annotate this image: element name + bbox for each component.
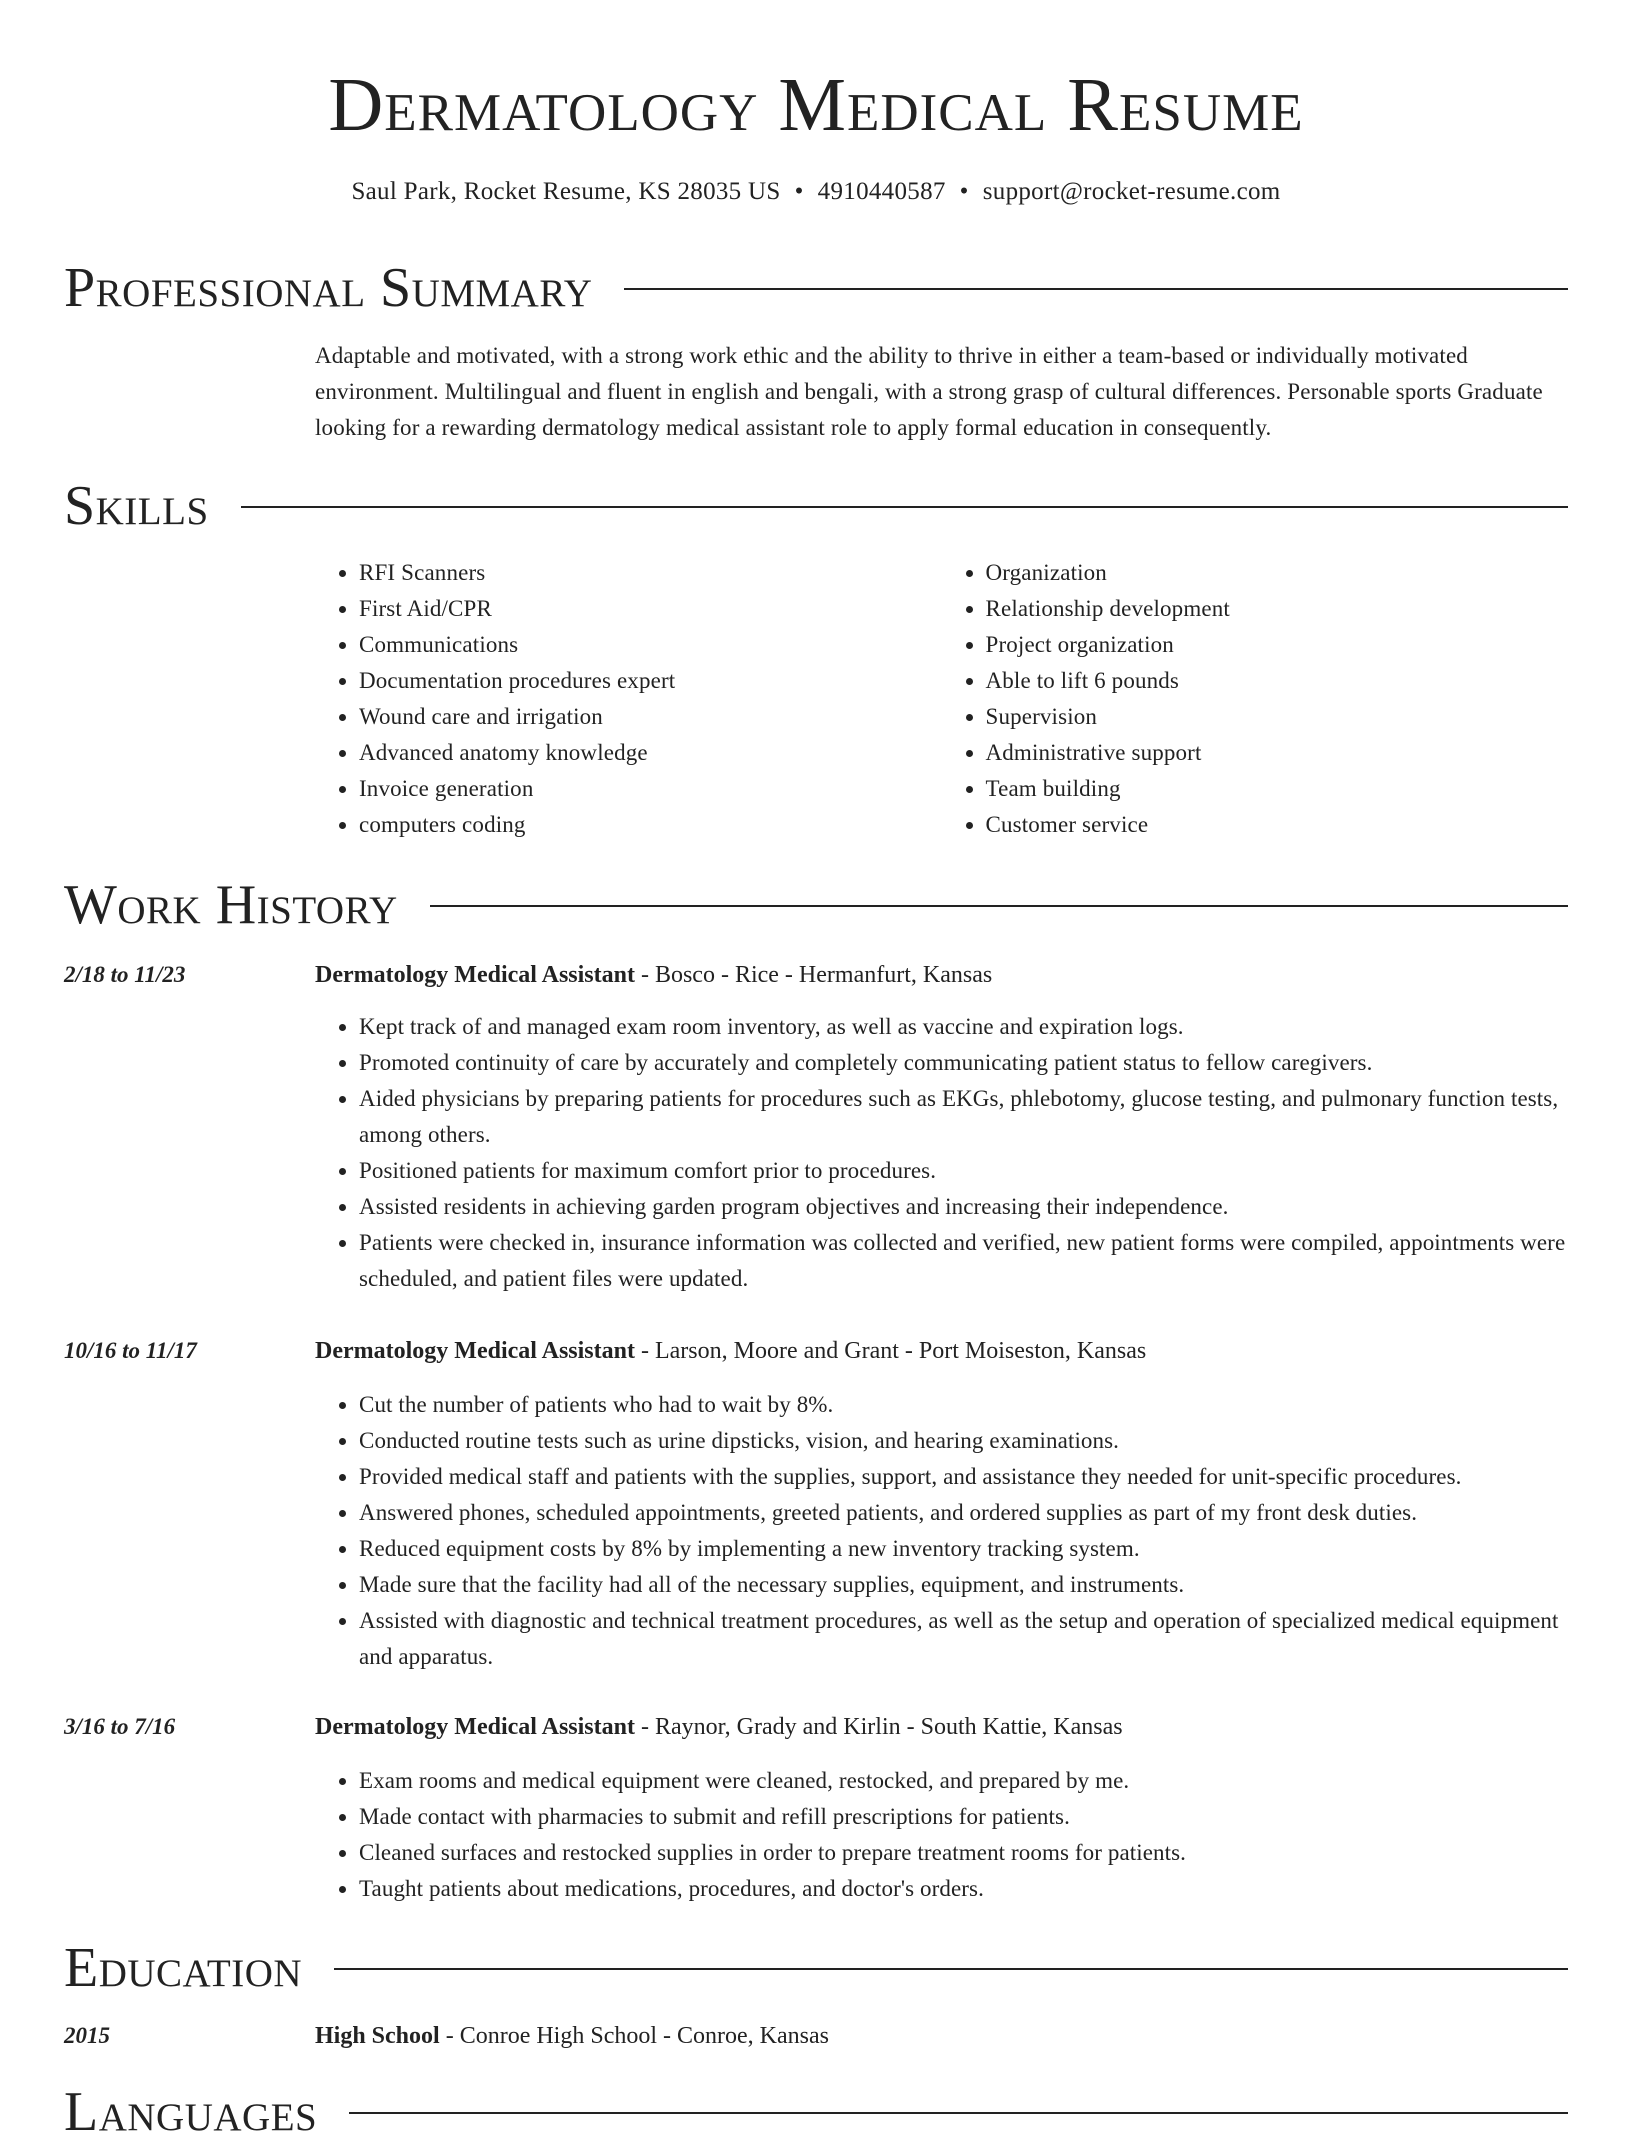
education-year: 2015 [64, 2023, 110, 2048]
job-bullet: • Assisted with diagnostic and technical treatment procedures, as well as the setup and operation of specialized medical equipment and apparatus. [359, 1603, 1568, 1675]
section-divider [334, 1968, 1568, 1970]
summary-block [315, 338, 1568, 446]
job-dates: 10/16 to 11/17 [64, 1338, 197, 1363]
job-bullets [315, 1387, 1568, 1675]
job-bullet: • Made contact with pharmacies to submit and refill prescriptions for patients. [359, 1799, 1568, 1835]
job-details: - Bosco - Rice - Hermanfurt, Kansas [634, 962, 993, 988]
section-divider [349, 2112, 1568, 2114]
job-bullet: • Reduced equipment costs by 8% by implementing a new inventory tracking system. [359, 1531, 1568, 1567]
section-header-education [64, 1936, 1568, 2000]
education-details: - Conroe High School - Conroe, Kansas [439, 2023, 829, 2049]
skill-item: • First Aid/CPR [359, 591, 942, 627]
skill-item: • Wound care and irrigation [359, 699, 942, 735]
contact-email: support@rocket-resume.com [982, 178, 1281, 205]
section-header-summary [64, 256, 1568, 320]
job-heading [315, 1709, 1568, 1745]
section-title-summary: Professional Summary [64, 257, 593, 319]
job-bullets [315, 1763, 1568, 1907]
summary-text: Adaptable and motivated, with a strong work ethic and the ability to thrive in either a team-based or individually motivated environment. Multilingual and fluent in english and bengali, with a strong grasp of cultural differences. Personable sports Graduate looking for a rewarding dermatology medical assistant role to apply formal education in consequently. [315, 343, 1543, 440]
job-details: - Larson, Moore and Grant - Port Moiseston, Kansas [634, 1338, 1147, 1364]
education-degree: High School [315, 2023, 440, 2049]
skills-columns [315, 555, 1568, 843]
education-heading [315, 2018, 1568, 2054]
job-bullet: • Patients were checked in, insurance information was collected and verified, new patient forms were compiled, appointments were scheduled, and patient files were updated. [359, 1225, 1568, 1297]
skill-item: • Organization [986, 555, 1569, 591]
skill-item: • Invoice generation [359, 771, 942, 807]
job-bullet: • Promoted continuity of care by accurately and completely communicating patient status to fellow caregivers. [359, 1045, 1568, 1081]
resume-title: Dermatology Medical Resume [328, 63, 1304, 147]
job-role: Dermatology Medical Assistant [315, 1338, 635, 1364]
job-bullet: • Cleaned surfaces and restocked supplies in order to prepare treatment rooms for patients. [359, 1835, 1568, 1871]
job-bullet: • Aided physicians by preparing patients for procedures such as EKGs, phlebotomy, glucose testing, and pulmonary function tests, among others. [359, 1081, 1568, 1153]
skill-item: • Supervision [986, 699, 1569, 735]
skills-list-left [315, 555, 942, 843]
job-bullet: • Provided medical staff and patients with the supplies, support, and assistance they needed for unit-specific procedures. [359, 1459, 1568, 1495]
job-bullet: • Kept track of and managed exam room inventory, as well as vaccine and expiration logs. [359, 1009, 1568, 1045]
section-header-languages [64, 2080, 1568, 2144]
contact-address: Saul Park, Rocket Resume, KS 28035 US [351, 178, 781, 205]
skill-item: • Team building [986, 771, 1569, 807]
section-divider [624, 288, 1568, 290]
job-bullet: • Answered phones, scheduled appointments, greeted patients, and ordered supplies as part of my front desk duties. [359, 1495, 1568, 1531]
skills-block [315, 555, 1568, 843]
job-dates: 2/18 to 11/23 [64, 962, 186, 987]
section-title-languages: Languages [64, 2081, 318, 2143]
skill-item: • Documentation procedures expert [359, 663, 942, 699]
job-bullet: • Taught patients about medications, procedures, and doctor's orders. [359, 1871, 1568, 1907]
skill-item: • RFI Scanners [359, 555, 942, 591]
job-dates: 3/16 to 7/16 [64, 1714, 176, 1739]
skill-item: • Administrative support [986, 735, 1569, 771]
job-bullet: • Positioned patients for maximum comfort prior to procedures. [359, 1153, 1568, 1189]
skill-item: • Customer service [986, 807, 1569, 843]
skill-item: • Relationship development [986, 591, 1569, 627]
job-bullet: • Cut the number of patients who had to wait by 8%. [359, 1387, 1568, 1423]
job-bullet: • Exam rooms and medical equipment were cleaned, restocked, and prepared by me. [359, 1763, 1568, 1799]
contact-separator: • [959, 178, 969, 205]
section-divider [241, 506, 1568, 508]
skill-item: • computers coding [359, 807, 942, 843]
skill-item: • Communications [359, 627, 942, 663]
contact-phone: 4910440587 [817, 178, 946, 205]
job-details: - Raynor, Grady and Kirlin - South Kattie, Kansas [634, 1714, 1123, 1740]
skill-item: • Advanced anatomy knowledge [359, 735, 942, 771]
job-bullets [315, 1009, 1568, 1297]
job-bullet: • Assisted residents in achieving garden program objectives and increasing their independence. [359, 1189, 1568, 1225]
section-title-education: Education [64, 1937, 303, 1999]
job-role: Dermatology Medical Assistant [315, 1714, 635, 1740]
section-title-skills: Skills [64, 475, 209, 537]
skill-item: • Able to lift 6 pounds [986, 663, 1569, 699]
job-heading [315, 957, 1568, 993]
job-bullet: • Conducted routine tests such as urine dipsticks, vision, and hearing examinations. [359, 1423, 1568, 1459]
contact-separator: • [794, 178, 804, 205]
job-heading [315, 1333, 1568, 1369]
section-divider [430, 905, 1568, 907]
section-title-work: Work History [64, 874, 398, 936]
skills-list-right [942, 555, 1569, 843]
job-role: Dermatology Medical Assistant [315, 962, 635, 988]
section-header-work [64, 873, 1568, 937]
job-bullet: • Made sure that the facility had all of the necessary supplies, equipment, and instruments. [359, 1567, 1568, 1603]
skill-item: • Project organization [986, 627, 1569, 663]
section-header-skills [64, 474, 1568, 538]
contact-line [0, 176, 1632, 208]
